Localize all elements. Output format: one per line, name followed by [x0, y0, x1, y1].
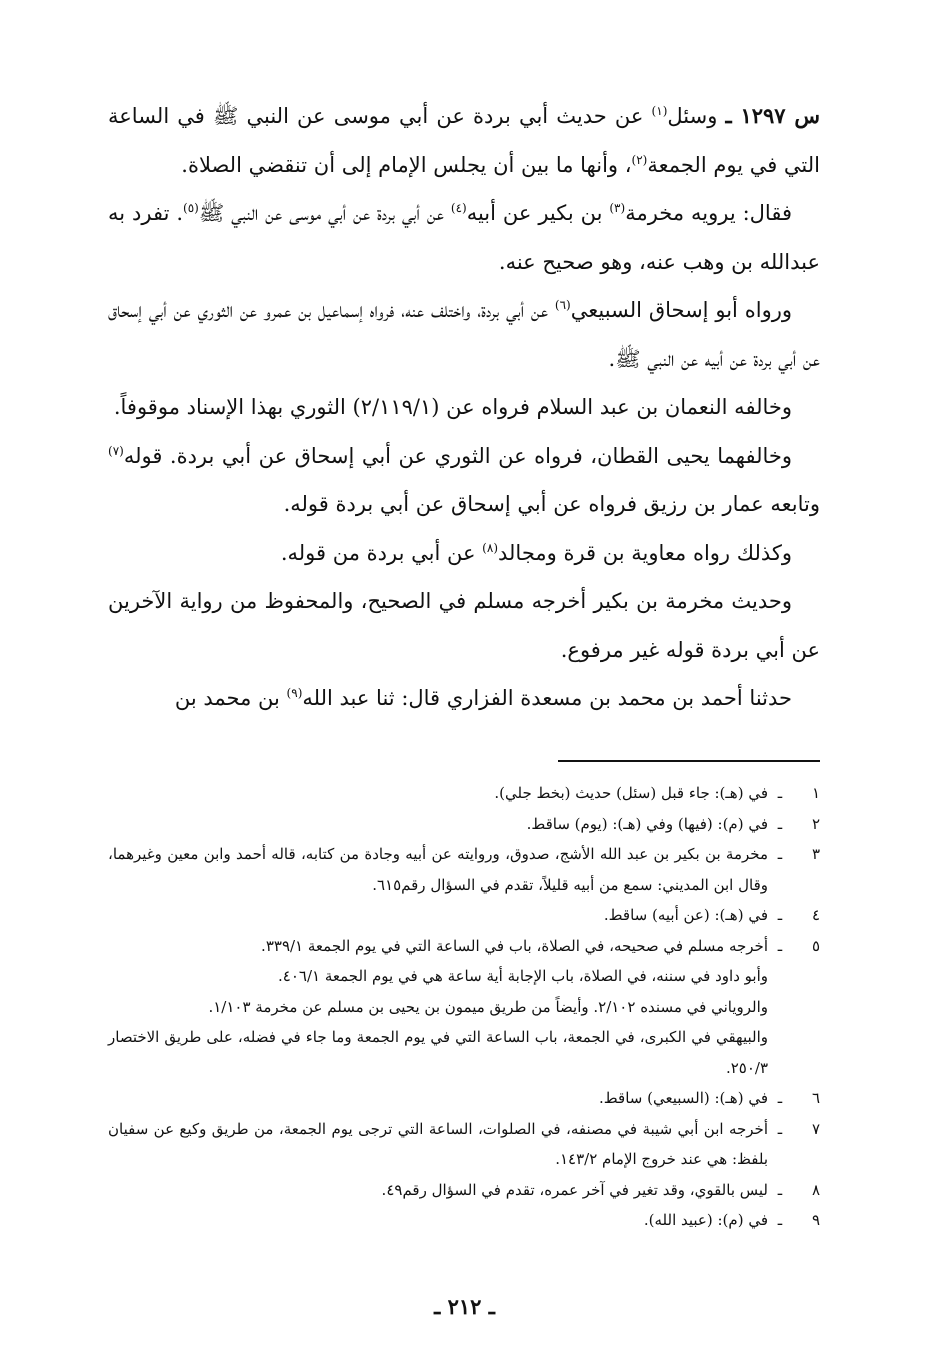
footnote-text: في (هـ): (عن أبيه) ساقط. [603, 906, 768, 924]
footnote-dash: ـ [777, 1119, 783, 1138]
footnote-6 [108, 1083, 820, 1114]
footnote-ref: (٢) [631, 152, 648, 167]
footnote-7 [108, 1114, 820, 1175]
footnote-ref: (١) [651, 104, 668, 118]
page-content [108, 92, 820, 1229]
answer-paragraph-6 [108, 577, 820, 674]
footnote-dash: ـ [777, 936, 783, 955]
text-run: وكذلك رواه معاوية بن قرة ومجالد [498, 540, 792, 565]
answer-paragraph-4 [108, 432, 820, 529]
answer-paragraph-1 [108, 189, 820, 286]
question-text-start: وسئل [667, 104, 718, 128]
footnote-number: ٤ [811, 906, 820, 924]
footnote-3 [108, 839, 820, 900]
footnote-8 [108, 1175, 820, 1206]
footnote-1 [108, 778, 820, 809]
text-run: وخالفه النعمان بن عبد السلام فرواه عن (٢/١١٩/١) الثوري بهذا الإسناد موقوفاً. [113, 395, 792, 419]
text-run: ورواه أبو إسحاق السبيعي [570, 298, 792, 322]
text-run: وتابعه عمار بن رزيق فرواه عن أبي إسحاق عن أبي بردة قوله. [283, 492, 820, 516]
text-run: بن محمد بن [174, 686, 287, 710]
text-run: فقال: يرويه مخرمة [625, 201, 792, 225]
footnote-text: في (م): (فيها) وفي (هـ): (يوم) ساقط. [526, 814, 768, 833]
footnote-dash: ـ [777, 784, 783, 802]
footnote-divider [558, 760, 820, 762]
footnote-2 [108, 809, 820, 840]
text-run: حدثنا أحمد بن محمد بن مسعدة الفزاري قال: ثنا عبد الله [302, 686, 792, 710]
answer-paragraph-5 [108, 529, 820, 578]
text-run: عن أبي بردة، واختلف عنه، فرواه إسماعيل بن عمرو عن الثوري عن أبي إسحاق عن أبي بردة عن أبيه عن النبي ﷺ. [108, 298, 820, 371]
footnote-4 [108, 900, 820, 931]
footnote-continuation: وأبو داود في سننه، في الصلاة، باب الإجابة أية ساعة هي في يوم الجمعة ٤٠٦/١. [278, 967, 768, 985]
footnote-dash: ـ [777, 814, 783, 833]
footnote-9 [108, 1205, 820, 1236]
footnote-number: ٣ [811, 845, 820, 863]
footnote-dash: ـ [777, 845, 783, 863]
footnote-number: ١ [811, 784, 820, 802]
footnote-text: أخرجه ابن أبي شيبة في مصنفه، في الصلوات، الساعة التي ترجى يوم الجمعة، من طريق وكيع عن سفيان بلفظ: هي عند خروج الإمام ١٤٣/٢. [108, 1119, 768, 1168]
text-run: وحديث مخرمة بن بكير أخرجه مسلم في الصحيح، والمحفوظ من رواية الآخرين عن أبي بردة قوله غير مرفوع. [108, 589, 820, 662]
footnote-dash: ـ [777, 1089, 783, 1107]
footnote-text: ليس بالقوي، وقد تغير في آخر عمره، تقدم في السؤال رقم٤٩. [381, 1180, 768, 1199]
footnote-number: ٥ [811, 936, 820, 955]
footnote-text: مخرمة بن بكير بن عبد الله الأشج، صدوق، وروايته عن أبيه وجادة من كتابه، قاله أحمد وابن معين وغيرهما، وقال ابن المديني: سمع من أبيه قليلاً، تقدم في السؤال رقم٦١٥. [108, 845, 768, 894]
footnote-continuation: والبيهقي في الكبرى، في الجمعة، باب الساعة التي في يوم الجمعة وما جاء في فضله، على طريق الاختصار ٢٥٠/٣. [108, 1028, 768, 1077]
footnote-number: ٢ [811, 814, 820, 833]
footnote-number: ٦ [811, 1089, 820, 1107]
question-text-end: ، وأنها ما بين أن يجلس الإمام إلى أن تنقضي الصلاة. [181, 152, 632, 177]
footnote-number: ٧ [811, 1119, 820, 1138]
footnote-dash: ـ [777, 1180, 783, 1199]
text-run: . تفرد به عبدالله بن وهب عنه، وهو صحيح عنه. [108, 201, 820, 274]
text-run: بن بكير عن أبيه [466, 201, 610, 225]
text-run: وخالفهما يحيى القطان، فرواه عن الثوري عن أبي إسحاق عن أبي بردة. قوله [123, 443, 792, 468]
answer-paragraph-3 [108, 383, 820, 432]
footnote-ref: (٥) [183, 201, 199, 215]
footnote-text: في (م): (عبيد الله). [643, 1211, 768, 1229]
footnote-dash: ـ [777, 906, 783, 924]
footnote-text: أخرجه مسلم في صحيحه، في الصلاة، باب في الساعة التي في يوم الجمعة ٣٣٩/١. [261, 936, 768, 955]
footnote-ref: (٩) [286, 686, 303, 700]
answer-paragraph-7 [108, 674, 820, 723]
footnote-number: ٨ [811, 1180, 820, 1199]
text-run: عن أبي بردة من قوله. [280, 540, 483, 565]
answer-paragraph-2 [108, 286, 820, 383]
footnote-dash: ـ [777, 1211, 783, 1229]
question-text: عن حديث أبي بردة عن أبي موسى عن النبي ﷺ في الساعة التي في يوم الجمعة [108, 104, 820, 177]
footnote-continuation: والروياني في مسنده ٢/١٠٢. وأيضاً من طريق ميمون بن يحيى بن مسلم عن مخرمة ١/١٠٣. [208, 997, 768, 1016]
page-number: ـ ٢١٢ ـ [434, 1294, 495, 1319]
footnote-text: في (هـ): (السبيعي) ساقط. [599, 1089, 768, 1107]
footnote-text: في (هـ): جاء قبل (سئل) حديث (بخط جلي). [494, 784, 768, 802]
footnote-number: ٩ [811, 1211, 820, 1229]
footnotes [108, 778, 820, 1236]
main-text [108, 92, 820, 723]
question-number: س ١٢٩٧ ـ [725, 103, 820, 128]
footnote-ref: (٨) [482, 540, 498, 555]
footnote-ref: (٧) [108, 443, 124, 458]
footnote-5 [108, 931, 820, 962]
footnote-ref: (٣) [609, 201, 626, 215]
question-paragraph [108, 92, 820, 189]
footnote-ref: (٤) [450, 201, 467, 215]
footnote-ref: (٦) [554, 298, 571, 312]
text-run: عن أبي بردة عن أبي موسى عن النبي ﷺ [198, 201, 451, 225]
